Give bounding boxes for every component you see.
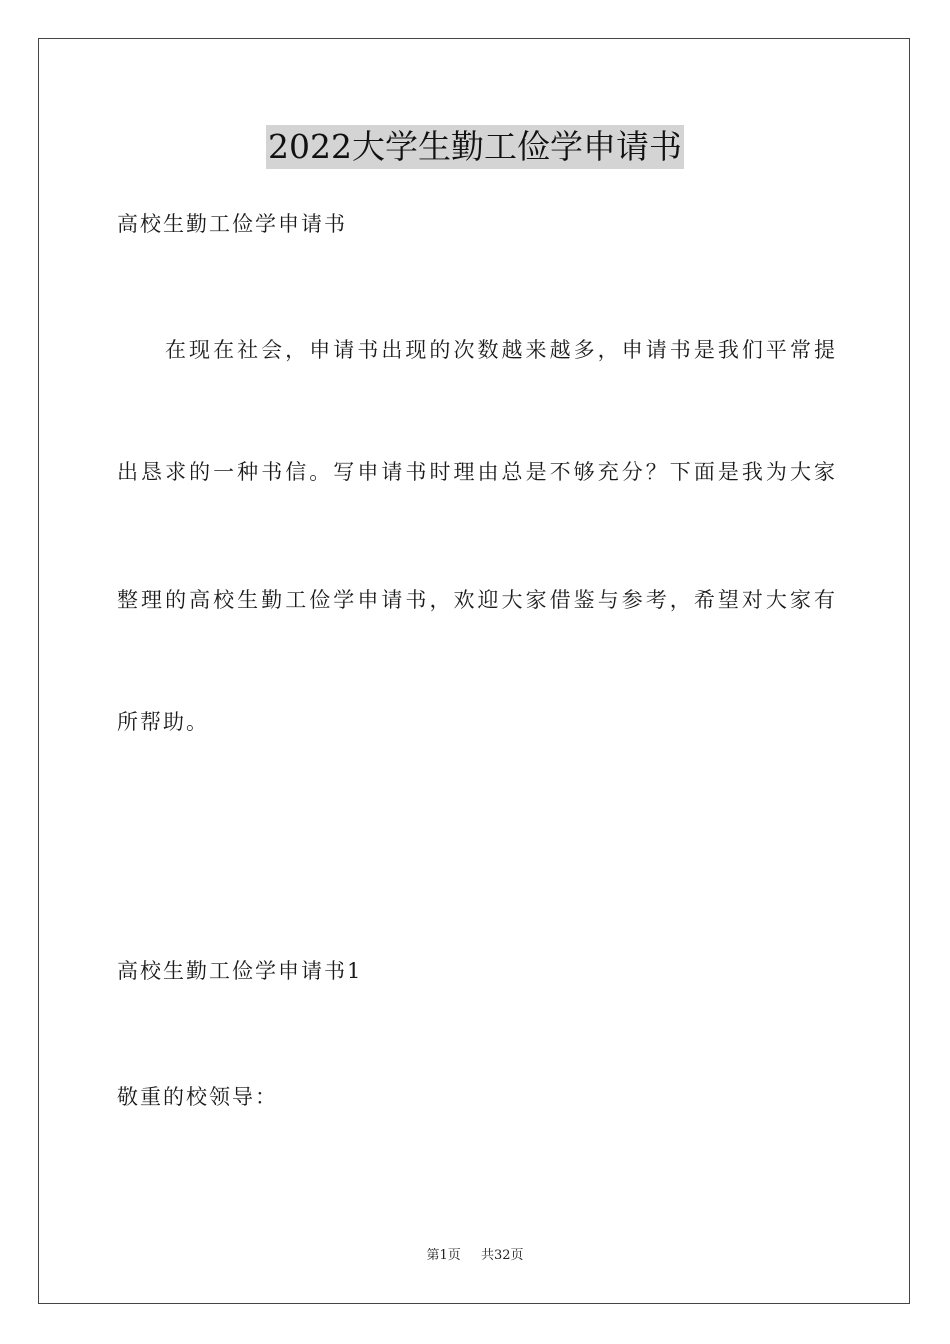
- page-footer: [0, 1246, 950, 1266]
- document-title: 2022大学生勤工俭学申请书: [266, 125, 684, 169]
- intro-line-3: 整理的高校生勤工俭学申请书，欢迎大家借鉴与参考，希望对大家有: [117, 588, 837, 612]
- page-number: 第1页: [426, 1248, 461, 1263]
- title-container: [0, 125, 950, 169]
- intro-line-2: 出恳求的一种书信。写申请书时理由总是不够充分？下面是我为大家: [117, 460, 837, 484]
- section-heading: 高校生勤工俭学申请书1: [117, 959, 363, 983]
- intro-line-1: 在现在社会，申请书出现的次数越来越多，申请书是我们平常提: [165, 338, 837, 362]
- document-subtitle: 高校生勤工俭学申请书: [117, 212, 347, 236]
- intro-line-4: 所帮助。: [117, 710, 209, 734]
- salutation: 敬重的校领导：: [117, 1085, 278, 1109]
- total-pages: 共32页: [480, 1248, 524, 1263]
